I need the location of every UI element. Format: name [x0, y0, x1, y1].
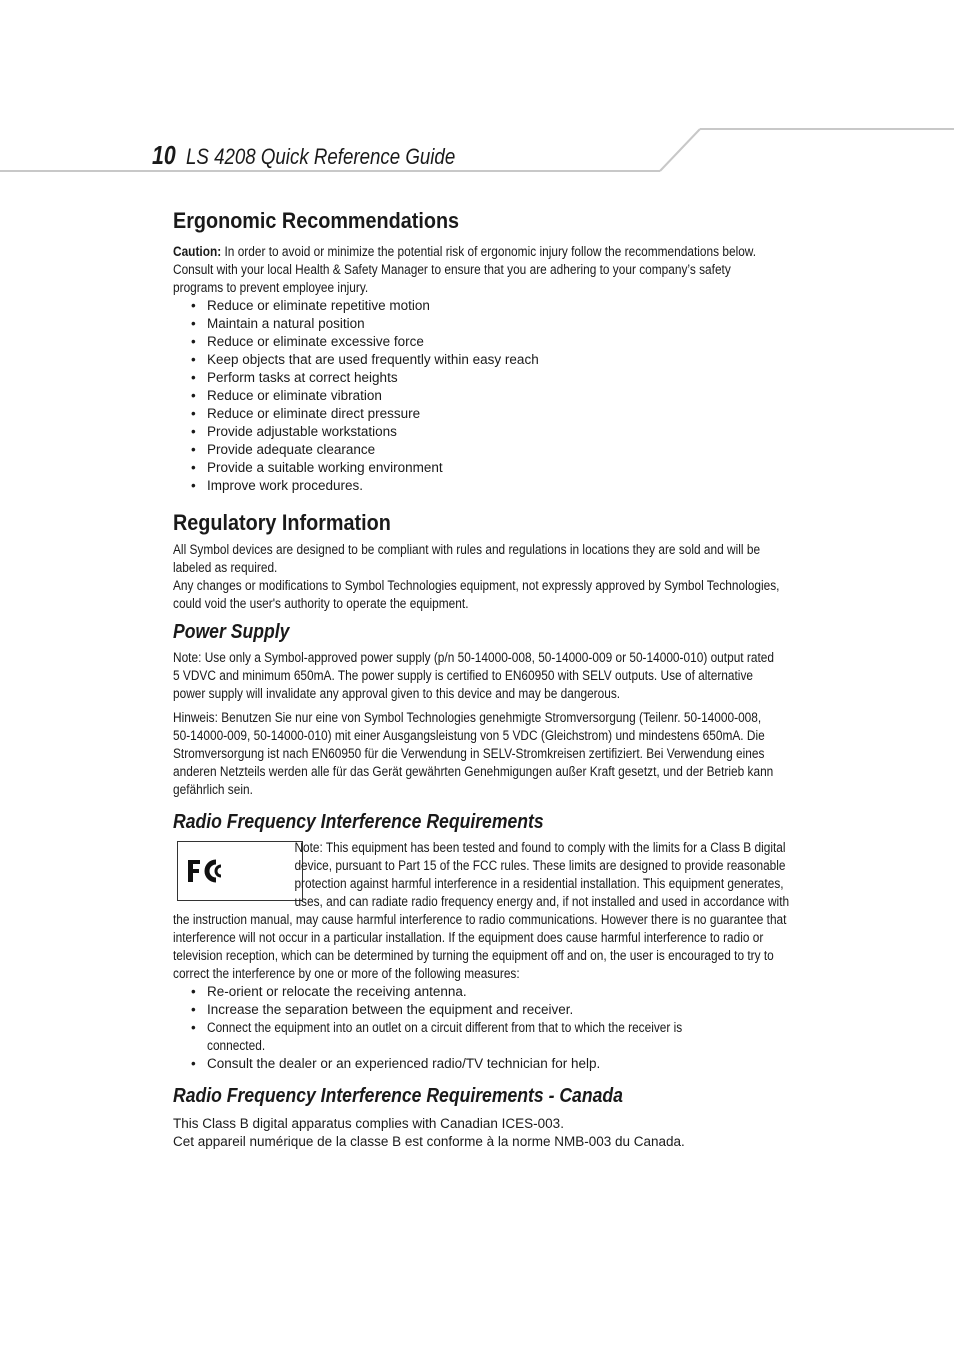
- list-item: • Perform tasks at correct heights: [189, 369, 779, 387]
- regulatory-para-1: All Symbol devices are designed to be compliant with rules and regulations in locations they are sold and will be labeled as required.: [173, 542, 761, 575]
- list-item: • Reduce or eliminate direct pressure: [189, 405, 779, 423]
- regulatory-para-2: Any changes or modifications to Symbol Technologies equipment, not expressly approved by Symbol Technologies, could void the user's authority to operate the equipment.: [173, 578, 780, 611]
- power-supply-hinweis: Hinweis: Benutzen Sie nur eine von Symbol Technologies genehmigte Stromversorgung (Teilenr. 50-14000-008, 50-14000-009, 50-14000-010) mit einer Ausgangsleistung von 5 VDC (Gleichstrom) und mindestens 650mA. Die Stromversorgung ist nach EN60950 für die Verwendung in SELV-Stromkreisen zertifiziert. Bei Verwendung eines anderen Netzteils werden alle für das Gerät gewährten Genehmigungen außer Kraft gesetzt, und der Betrieb kann gefährlich sein.: [173, 710, 774, 797]
- list-item: • Re-orient or relocate the receiving antenna.: [189, 983, 779, 1001]
- power-supply-heading: Power Supply: [173, 621, 290, 643]
- ergonomic-list: [173, 297, 779, 495]
- caution-text: In order to avoid or minimize the potential risk of ergonomic injury follow the recommendations below. Consult with your local Health & Safety Manager to ensure that you are adhering to your company’s safety programs to prevent employee injury.: [173, 244, 757, 295]
- rfi-section: [173, 839, 790, 983]
- rfi-canada-line-2: Cet appareil numérique de la classe B est conforme à la norme NMB-003 du Canada.: [173, 1134, 685, 1149]
- caution-label: Caution:: [173, 244, 222, 259]
- rfi-heading: Radio Frequency Interference Requirements: [173, 811, 544, 833]
- rfi-list: [173, 983, 779, 1073]
- regulatory-heading: Regulatory Information: [173, 510, 391, 535]
- header-rule: [0, 0, 954, 180]
- list-item: • Reduce or eliminate repetitive motion: [189, 297, 779, 315]
- list-item: • Provide adequate clearance: [189, 441, 779, 459]
- rfi-note: Note: This equipment has been tested and found to comply with the limits for a Class B digital device, pursuant to Part 15 of the FCC rules. These limits are designed to provide reasonable protection against harmful interference in a residential installation. This equipment generates, uses, and can radiate radio frequency energy and, if not installed and used in accordance with the instruction manual, may cause harmful interference to radio communications. However there is no guarantee that interference will not occur in a particular installation. If the equipment does cause harmful interference to radio or television reception, which can be determined by turning the equipment off and on, the user is encouraged to try to correct the interference by one or more of the following measures:: [173, 840, 790, 981]
- power-supply-note: Note: Use only a Symbol-approved power supply (p/n 50-14000-008, 50-14000-009 or 50-14000-010) output rated 5 VDVC and minimum 650mA. The power supply is certified to EN60950 with SELV outputs. Use of alternative power supply will invalidate any approval given to this device and may be dangerous.: [173, 650, 774, 701]
- guide-title: LS 4208 Quick Reference Guide: [186, 144, 456, 169]
- list-item: • Provide a suitable working environment: [189, 459, 779, 477]
- list-item: • Improve work procedures.: [189, 477, 779, 495]
- caution-paragraph: [173, 243, 779, 297]
- list-item: • Increase the separation between the equipment and receiver.: [189, 1001, 779, 1019]
- list-item: • Maintain a natural position: [189, 315, 779, 333]
- page-number: 10: [152, 140, 176, 170]
- list-item: • Consult the dealer or an experienced radio/TV technician for help.: [189, 1055, 779, 1073]
- rfi-canada-line-1: This Class B digital apparatus complies with Canadian ICES-003.: [173, 1116, 564, 1131]
- list-item: • Connect the equipment into an outlet on a circuit different from that to which the receiver is connected.: [189, 1019, 779, 1055]
- list-item: • Reduce or eliminate excessive force: [189, 333, 779, 351]
- ergonomic-heading: Ergonomic Recommendations: [173, 208, 460, 233]
- list-item: • Reduce or eliminate vibration: [189, 387, 779, 405]
- page-content: [173, 207, 790, 1151]
- list-item: • Provide adjustable workstations: [189, 423, 779, 441]
- list-item: • Keep objects that are used frequently within easy reach: [189, 351, 779, 369]
- rfi-canada-heading: Radio Frequency Interference Requirements - Canada: [173, 1085, 623, 1107]
